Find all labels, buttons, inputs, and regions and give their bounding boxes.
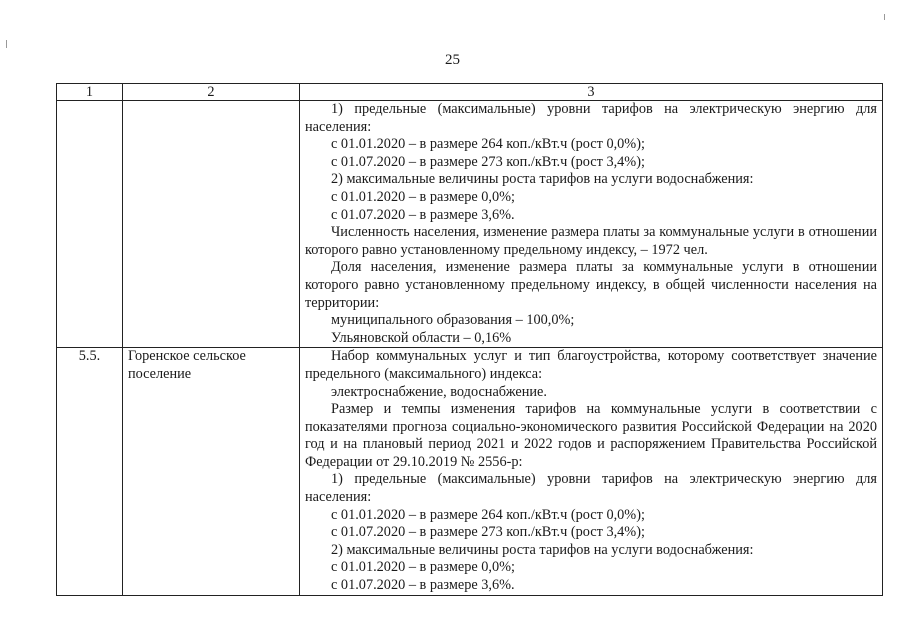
row-content <box>300 101 883 348</box>
document-table <box>56 83 883 596</box>
text-line: электроснабжение, водоснабжение. <box>331 383 547 400</box>
text-line: 2) максимальные величины роста тарифов на услуги водоснабжения: <box>331 171 754 188</box>
text-line: Ульяновской области – 0,16% <box>331 329 512 346</box>
paragraph: 1) предельные (максимальные) уровни тарифов на электрическую энергию для населения: <box>305 101 877 135</box>
column-header: 2 <box>123 84 300 101</box>
row-name: Горенское сельское поселение <box>123 348 300 595</box>
column-header: 1 <box>57 84 123 101</box>
text-line: с 01.01.2020 – в размере 0,0%; <box>331 559 516 576</box>
text-line: 2) максимальные величины роста тарифов на услуги водоснабжения: <box>331 541 754 558</box>
column-header: 3 <box>300 84 883 101</box>
row-number: 5.5. <box>57 348 123 595</box>
row-content <box>300 348 883 595</box>
scan-artifact <box>6 40 7 48</box>
text-line: с 01.07.2020 – в размере 273 коп./кВт.ч (рост 3,4%); <box>331 153 645 170</box>
table-header-row <box>57 84 883 101</box>
paragraph: Размер и темпы изменения тарифов на коммунальные услуги в соответствии с показателями прогноза социально-экономического развития Российской Федерации на 2020 год и на плановый период 2021 и 2022 годов и распоряжением Правительства Российской Федерации от 29.10.2019 № 2556-р: <box>305 401 877 470</box>
text-line: с 01.07.2020 – в размере 273 коп./кВт.ч (рост 3,4%); <box>331 524 645 541</box>
text-line: с 01.01.2020 – в размере 264 коп./кВт.ч (рост 0,0%); <box>331 136 645 153</box>
text-line: с 01.01.2020 – в размере 264 коп./кВт.ч (рост 0,0%); <box>331 506 645 523</box>
row-name <box>123 101 300 348</box>
table-row <box>57 348 883 595</box>
scan-artifact <box>884 14 885 20</box>
table-row <box>57 101 883 348</box>
text-line: с 01.07.2020 – в размере 3,6%. <box>331 577 515 594</box>
paragraph: Доля населения, изменение размера платы за коммунальные услуги в отношении которого равно установленному предельному индексу, в общей численности населения на территории: <box>305 259 877 311</box>
paragraph: 1) предельные (максимальные) уровни тарифов на электрическую энергию для населения: <box>305 471 877 506</box>
paragraph: Набор коммунальных услуг и тип благоустройства, которому соответствует значение предельного (максимального) индекса: <box>305 348 877 382</box>
row-number <box>57 101 123 348</box>
text-line: с 01.07.2020 – в размере 3,6%. <box>331 206 515 223</box>
paragraph: Численность населения, изменение размера платы за коммунальные услуги в отношении которого равно установленному предельному индексу, – 1972 чел. <box>305 224 877 258</box>
text-line: с 01.01.2020 – в размере 0,0%; <box>331 188 516 205</box>
page-number: 25 <box>445 52 460 68</box>
text-line: муниципального образования – 100,0%; <box>331 312 575 329</box>
